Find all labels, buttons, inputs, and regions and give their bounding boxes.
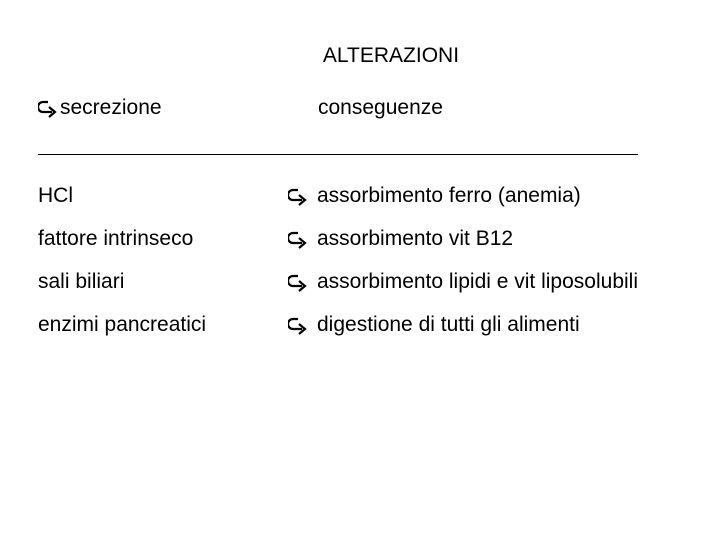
row-effect (288, 227, 513, 251)
row-cause: HCl (38, 184, 73, 207)
hook-arrow-right-icon (288, 229, 308, 249)
row-effect-text: digestione di tutti gli alimenti (317, 313, 580, 336)
header-left-label: secrezione (60, 96, 162, 119)
row-effect-text: assorbimento lipidi e vit liposolubili (317, 270, 638, 293)
table-row (0, 227, 720, 257)
hook-arrow-right-icon (288, 315, 308, 335)
hook-arrow-right-icon (288, 186, 308, 206)
row-effect-text: assorbimento ferro (anemia) (317, 184, 581, 207)
row-effect (288, 270, 638, 294)
row-cause: fattore intrinseco (38, 227, 194, 250)
slide-title: ALTERAZIONI (322, 44, 460, 67)
header-secrezione (38, 96, 162, 120)
hook-arrow-right-icon (38, 98, 58, 118)
hook-arrow-right-icon (288, 272, 308, 292)
table-row (0, 313, 720, 343)
table-row (0, 270, 720, 300)
table-row (0, 184, 720, 214)
row-cause: sali biliari (38, 270, 125, 293)
row-effect (288, 313, 580, 337)
row-cause: enzimi pancreatici (38, 313, 207, 336)
header-conseguenze: conseguenze (318, 96, 443, 119)
row-effect-text: assorbimento vit B12 (317, 227, 514, 250)
divider-line (38, 154, 638, 155)
row-effect (288, 184, 581, 208)
